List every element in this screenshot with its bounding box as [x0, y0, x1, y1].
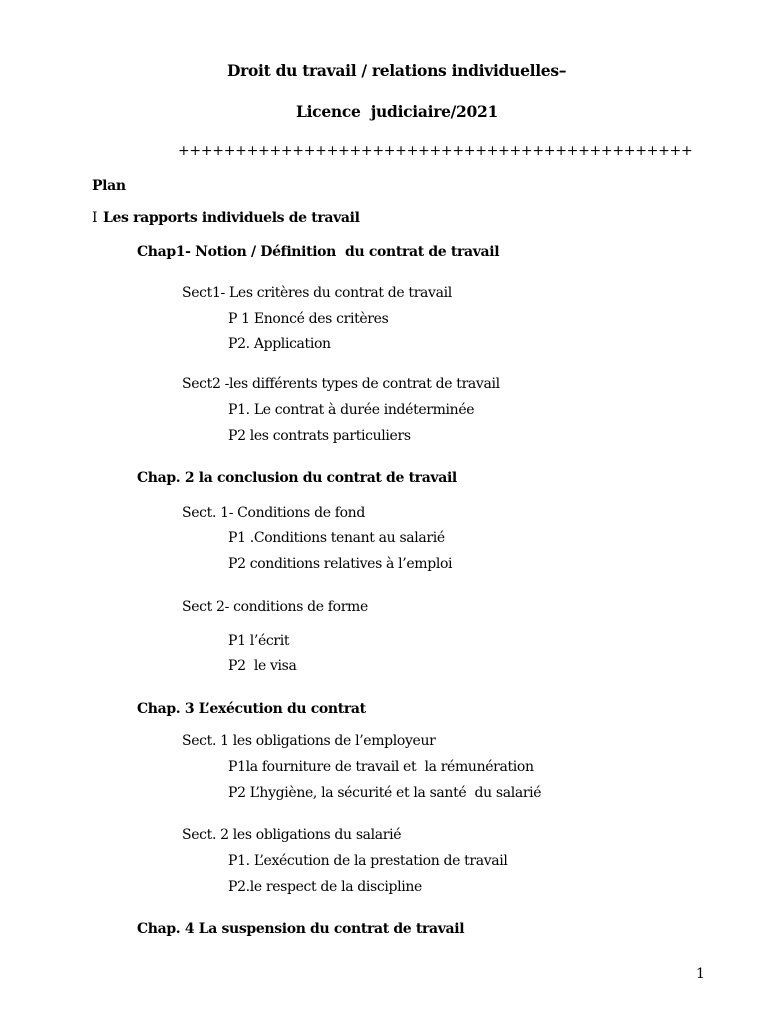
chapter-4-title: Chap. 4 La suspension du contrat de travail [137, 921, 465, 937]
chapter-2-section-1-title: Sect. 1- Conditions de fond [182, 505, 365, 521]
chapter-1-section-1-paragraph-2: P2. Application [228, 336, 331, 352]
chapter-3-section-1-paragraph-2: P2 L’hygiène, la sécurité et la santé du salarié [228, 785, 542, 801]
chapter-1-section-1-paragraph-1: P 1 Enoncé des critères [228, 311, 389, 327]
chapter-3-section-2-title: Sect. 2 les obligations du salarié [182, 827, 402, 843]
chapter-2-section-2-title: Sect 2- conditions de forme [182, 599, 368, 615]
page-number: 1 [696, 966, 705, 982]
chapter-1-title: Chap1- Notion / Définition du contrat de travail [137, 244, 500, 260]
plan-label: Plan [92, 178, 126, 194]
chapter-3-section-2-paragraph-2: P2.le respect de la discipline [228, 879, 422, 895]
chapter-2-section-1-paragraph-2: P2 conditions relatives à l’emploi [228, 556, 453, 572]
chapter-3-title: Chap. 3 L’exécution du contrat [137, 701, 366, 717]
separator-line: +++++++++++++++++++++++++++++++++++++++++++++ [178, 143, 693, 159]
chapter-2-section-2-paragraph-1: P1 l’écrit [228, 633, 290, 649]
document-title: Droit du travail / relations individuelles– [227, 61, 567, 80]
chapter-1-section-2-paragraph-1: P1. Le contrat à durée indéterminée [228, 402, 475, 418]
chapter-2-title: Chap. 2 la conclusion du contrat de travail [137, 470, 457, 486]
chapter-1-section-1-title: Sect1- Les critères du contrat de travail [182, 285, 452, 301]
chapter-2-section-2-paragraph-2: P2 le visa [228, 658, 297, 674]
chapter-3-section-1-title: Sect. 1 les obligations de l’employeur [182, 733, 436, 749]
chapter-1-section-2-title: Sect2 -les différents types de contrat de travail [182, 376, 500, 392]
chapter-3-section-2-paragraph-1: P1. L’exécution de la prestation de travail [228, 853, 508, 869]
document-subtitle: Licence judiciaire/2021 [296, 102, 498, 121]
part-number: I [92, 210, 98, 226]
chapter-1-section-2-paragraph-2: P2 les contrats particuliers [228, 428, 411, 444]
chapter-2-section-1-paragraph-1: P1 .Conditions tenant au salarié [228, 530, 445, 546]
chapter-3-section-1-paragraph-1: P1la fourniture de travail et la rémunération [228, 759, 534, 775]
part-title: Les rapports individuels de travail [103, 210, 360, 226]
